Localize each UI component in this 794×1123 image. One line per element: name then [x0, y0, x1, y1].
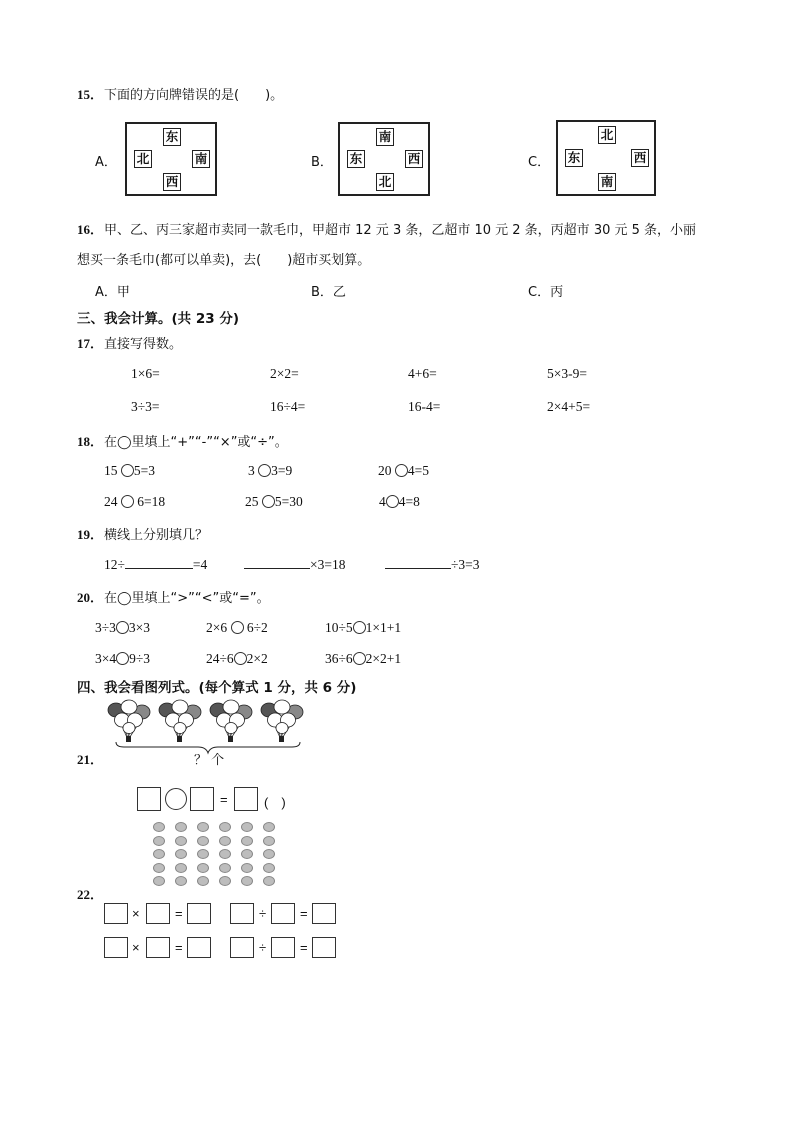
operand: 4=5 [407, 463, 429, 478]
sign-left: 北 [134, 150, 152, 168]
answer-circle[interactable] [258, 464, 271, 477]
q19-item [104, 556, 207, 573]
dot [219, 876, 231, 886]
q19-text: 横线上分别填几？ [104, 528, 209, 543]
dot [197, 849, 209, 859]
operand: 3÷3 [95, 620, 116, 635]
q18-item [104, 493, 165, 510]
dot [263, 876, 275, 886]
q17-expr: 16÷4= [270, 399, 306, 414]
times-sign: × [132, 906, 140, 921]
q17-expr: 16-4= [408, 399, 441, 414]
answer-box[interactable] [230, 903, 254, 924]
q17-expr: 1×6= [131, 366, 160, 381]
divide-sign: ÷ [259, 906, 267, 921]
dot [263, 822, 275, 832]
q17-expr: 5×3-9= [547, 366, 587, 381]
answer-box[interactable] [187, 937, 211, 958]
answer-circle[interactable] [353, 652, 366, 665]
operator-circle[interactable] [165, 788, 187, 810]
dot [175, 822, 187, 832]
operand: 3×4 [95, 651, 117, 666]
answer-box[interactable] [146, 937, 170, 958]
answer-box[interactable] [190, 787, 214, 811]
q19-number: 19． [77, 527, 104, 542]
q20-text: 在◯里填上“>”“<”或“=”。 [104, 591, 270, 606]
q18-item [378, 462, 429, 479]
operand: ×3=18 [310, 557, 346, 572]
operand: 3×3 [128, 620, 151, 635]
answer-circle[interactable] [116, 652, 129, 665]
operand: 2×6 [206, 620, 228, 635]
dot [241, 863, 253, 873]
answer-circle[interactable] [234, 652, 247, 665]
operand: 12÷ [104, 557, 125, 572]
sign-right: 南 [192, 150, 210, 168]
sign-top: 东 [163, 128, 181, 146]
operand: 6÷2 [246, 620, 268, 635]
answer-circle[interactable] [116, 621, 129, 634]
equals-sign: = [220, 792, 228, 807]
q19-item [244, 556, 345, 573]
direction-sign [556, 120, 656, 196]
operand: 20 [378, 463, 392, 478]
sign-left: 东 [347, 150, 365, 168]
answer-circle[interactable] [231, 621, 244, 634]
q18-item [245, 493, 303, 510]
answer-box[interactable] [137, 787, 161, 811]
q20-item [325, 619, 401, 636]
answer-circle[interactable] [395, 464, 408, 477]
answer-circle[interactable] [121, 464, 134, 477]
answer-box[interactable] [104, 937, 128, 958]
answer-circle[interactable] [386, 495, 399, 508]
q17-expr: 3÷3= [131, 399, 160, 414]
q18-item [104, 462, 155, 479]
q16-text-line2: 想买一条毛巾(都可以单卖)，去( )超市买划算。 [77, 253, 371, 268]
dot [241, 876, 253, 886]
operand: 10÷5 [325, 620, 353, 635]
dot [175, 849, 187, 859]
operand: 24 [104, 494, 118, 509]
q17-text: 直接写得数。 [104, 337, 183, 352]
answer-box[interactable] [271, 903, 295, 924]
q18-number: 18． [77, 434, 104, 449]
divide-sign: ÷ [259, 940, 267, 955]
q20-item [206, 650, 268, 667]
answer-circle[interactable] [121, 495, 134, 508]
q20-item [325, 650, 401, 667]
dot [219, 836, 231, 846]
dot [197, 863, 209, 873]
sign-bottom: 北 [376, 173, 394, 191]
equals-sign: = [175, 906, 183, 921]
dot [263, 849, 275, 859]
equals-sign: = [300, 940, 308, 955]
q17-expr: 2×4+5= [547, 399, 591, 414]
operand: 2×2 [246, 651, 268, 666]
dot [153, 849, 165, 859]
dot [241, 849, 253, 859]
dot [153, 876, 165, 886]
q21-number: 21． [77, 752, 104, 767]
sign-left: 东 [565, 149, 583, 167]
q16-text-line1: 甲、乙、丙三家超市卖同一款毛巾，甲超市 12 元 3 条，乙超市 10 元 2 条，丙超市 30 元 5 条，小丽 [104, 223, 697, 238]
operand: 3=9 [271, 463, 293, 478]
q18-item [248, 462, 292, 479]
answer-box[interactable] [104, 903, 128, 924]
dot [219, 822, 231, 832]
q17-expr: 2×2= [270, 366, 299, 381]
dot [219, 863, 231, 873]
operand: =4 [192, 557, 208, 572]
operand: 15 [104, 463, 118, 478]
operand: 24÷6 [206, 651, 234, 666]
option-label: B． [311, 155, 333, 170]
times-sign: × [132, 940, 140, 955]
q20-item [95, 619, 150, 636]
answer-box[interactable] [230, 937, 254, 958]
q18-text: 在◯里填上“+”“-”“×”或“÷”。 [104, 435, 288, 450]
answer-box[interactable] [187, 903, 211, 924]
q15-text: 下面的方向牌错误的是( )。 [104, 88, 284, 103]
section-3-heading: 三、我会计算。(共 23 分) [77, 311, 240, 327]
answer-box[interactable] [234, 787, 258, 811]
sign-right: 西 [405, 150, 423, 168]
section-4-heading: 四、我会看图列式。(每个算式 1 分，共 6 分) [77, 680, 357, 696]
answer-box[interactable] [146, 903, 170, 924]
answer-circle[interactable] [262, 495, 275, 508]
option-label: A． [95, 155, 117, 170]
q18-item [379, 493, 420, 510]
operand: 5=30 [274, 494, 303, 509]
operand: 1×1+1 [365, 620, 402, 635]
dot [241, 836, 253, 846]
direction-sign [338, 122, 430, 196]
answer-blank[interactable] [385, 556, 451, 569]
dot [153, 836, 165, 846]
dot [175, 863, 187, 873]
operand: 3 [248, 463, 255, 478]
dot [197, 876, 209, 886]
option-label: C． [528, 155, 551, 170]
q16-number: 16． [77, 222, 104, 237]
q21-brace-label: ？ 个 [194, 753, 225, 768]
q22-number: 22． [77, 887, 104, 902]
dot [153, 822, 165, 832]
q19-item [385, 556, 480, 573]
answer-blank[interactable] [244, 556, 310, 569]
q20-item [95, 650, 150, 667]
equals-sign: = [175, 940, 183, 955]
answer-circle[interactable] [353, 621, 366, 634]
sign-bottom: 南 [598, 173, 616, 191]
operand: 9÷3 [129, 651, 151, 666]
q16-option-a[interactable]: A．甲 [95, 285, 130, 300]
sign-top: 南 [376, 128, 394, 146]
q17-expr: 4+6= [408, 366, 437, 381]
operand: 6=18 [137, 494, 166, 509]
operand: 25 [245, 494, 259, 509]
dot [175, 876, 187, 886]
dot [241, 822, 253, 832]
dot [153, 863, 165, 873]
operand: ÷3=3 [451, 557, 480, 572]
operand: 36÷6 [325, 651, 353, 666]
sign-bottom: 西 [163, 173, 181, 191]
dot [197, 822, 209, 832]
unit-paren[interactable]: ( ) [264, 795, 286, 810]
direction-sign [125, 122, 217, 196]
answer-box[interactable] [312, 903, 336, 924]
sign-right: 西 [631, 149, 649, 167]
q16-option-c[interactable]: C．丙 [528, 285, 564, 300]
dot [263, 836, 275, 846]
sign-top: 北 [598, 126, 616, 144]
equals-sign: = [300, 906, 308, 921]
dot [219, 849, 231, 859]
q17-number: 17． [77, 336, 104, 351]
answer-box[interactable] [271, 937, 295, 958]
operand: 2×2+1 [365, 651, 402, 666]
q20-item [206, 619, 268, 636]
operand: 4 [379, 494, 386, 509]
answer-box[interactable] [312, 937, 336, 958]
q16-option-b[interactable]: B．乙 [311, 285, 346, 300]
answer-blank[interactable] [125, 556, 193, 569]
dot [197, 836, 209, 846]
q15-number: 15． [77, 87, 104, 102]
operand: 5=3 [133, 463, 155, 478]
operand: 4=8 [398, 494, 420, 509]
q20-number: 20． [77, 590, 104, 605]
dot [175, 836, 187, 846]
dot [263, 863, 275, 873]
